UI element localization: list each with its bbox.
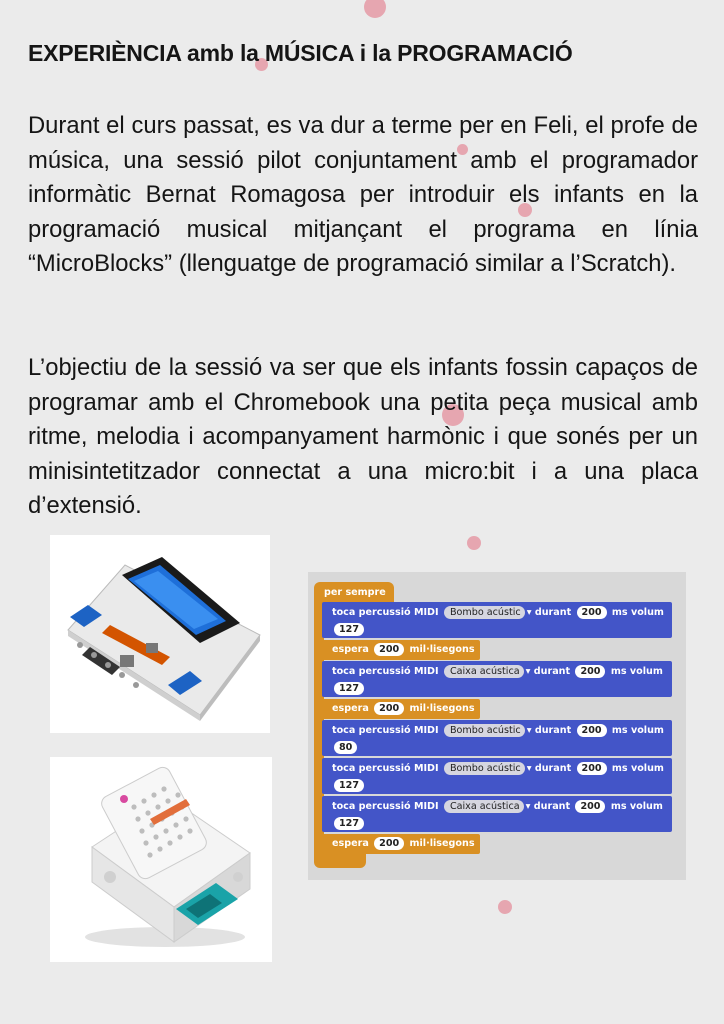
- wait-value[interactable]: 200: [374, 643, 404, 656]
- volume-value[interactable]: 127: [334, 817, 364, 830]
- microbit-synth-photo: [50, 757, 272, 962]
- instrument-dropdown[interactable]: Caixa acústica: [444, 800, 524, 813]
- decorative-dot: [364, 0, 386, 18]
- code-editor: [308, 572, 686, 880]
- white-module-icon: [50, 757, 272, 962]
- forever-block-top[interactable]: per sempre: [314, 582, 394, 604]
- decorative-dot: [498, 900, 512, 914]
- wait-value[interactable]: 200: [374, 837, 404, 850]
- midi-percussion-block[interactable]: toca percussió MIDI Caixa acústica ▾ durant 200 ms volum 127: [322, 796, 672, 832]
- midi-percussion-block[interactable]: toca percussió MIDI Bombo acústic ▾ durant 200 ms volum 80: [322, 720, 672, 756]
- instrument-dropdown[interactable]: Caixa acústica: [444, 665, 524, 678]
- duration-value[interactable]: 200: [577, 762, 607, 775]
- duration-value[interactable]: 200: [577, 606, 607, 619]
- page-title: EXPERIÈNCIA amb la MÚSICA i la PROGRAMACIÓ: [28, 40, 573, 66]
- instrument-dropdown[interactable]: Bombo acústic: [444, 762, 525, 775]
- volume-value[interactable]: 127: [334, 682, 364, 695]
- forever-block-bottom: [314, 854, 366, 868]
- objective-paragraph: L’objectiu de la sessió va ser que els infants fossin capaços de programar amb el Chromebook una petita peça musical amb ritme, melodia i acompanyament harmònic i que sonés per un minisintetitzador connectat a una micro:bit i a una placa d’extensió.: [28, 354, 698, 519]
- volume-value[interactable]: 127: [334, 779, 364, 792]
- extension-board-photo: [50, 535, 270, 733]
- wait-block[interactable]: espera 200 mil·lisegons: [322, 699, 480, 719]
- battery-board-icon: [50, 535, 270, 733]
- midi-percussion-block[interactable]: toca percussió MIDI Bombo acústic ▾ durant 200 ms volum 127: [322, 758, 672, 794]
- duration-value[interactable]: 200: [577, 724, 607, 737]
- volume-value[interactable]: 127: [334, 623, 364, 636]
- wait-block[interactable]: espera 200 mil·lisegons: [322, 640, 480, 660]
- decorative-dot: [467, 536, 481, 550]
- midi-percussion-block[interactable]: toca percussió MIDI Bombo acústic ▾ durant 200 ms volum 127: [322, 602, 672, 638]
- duration-value[interactable]: 200: [575, 665, 605, 678]
- midi-percussion-block[interactable]: toca percussió MIDI Caixa acústica ▾ durant 200 ms volum 127: [322, 661, 672, 697]
- wait-block[interactable]: espera 200 mil·lisegons: [322, 834, 480, 854]
- volume-value[interactable]: 80: [334, 741, 357, 754]
- intro-paragraph: Durant el curs passat, es va dur a terme per en Feli, el profe de música, una sessió pilot conjuntament amb el programador informàtic Bernat Romagosa per introduir els infants en la programació musical mitjançant el programa en línia “MicroBlocks” (llenguatge de programació similar a l’Scratch).: [28, 112, 698, 277]
- duration-value[interactable]: 200: [575, 800, 605, 813]
- instrument-dropdown[interactable]: Bombo acústic: [444, 724, 525, 737]
- instrument-dropdown[interactable]: Bombo acústic: [444, 606, 525, 619]
- wait-value[interactable]: 200: [374, 702, 404, 715]
